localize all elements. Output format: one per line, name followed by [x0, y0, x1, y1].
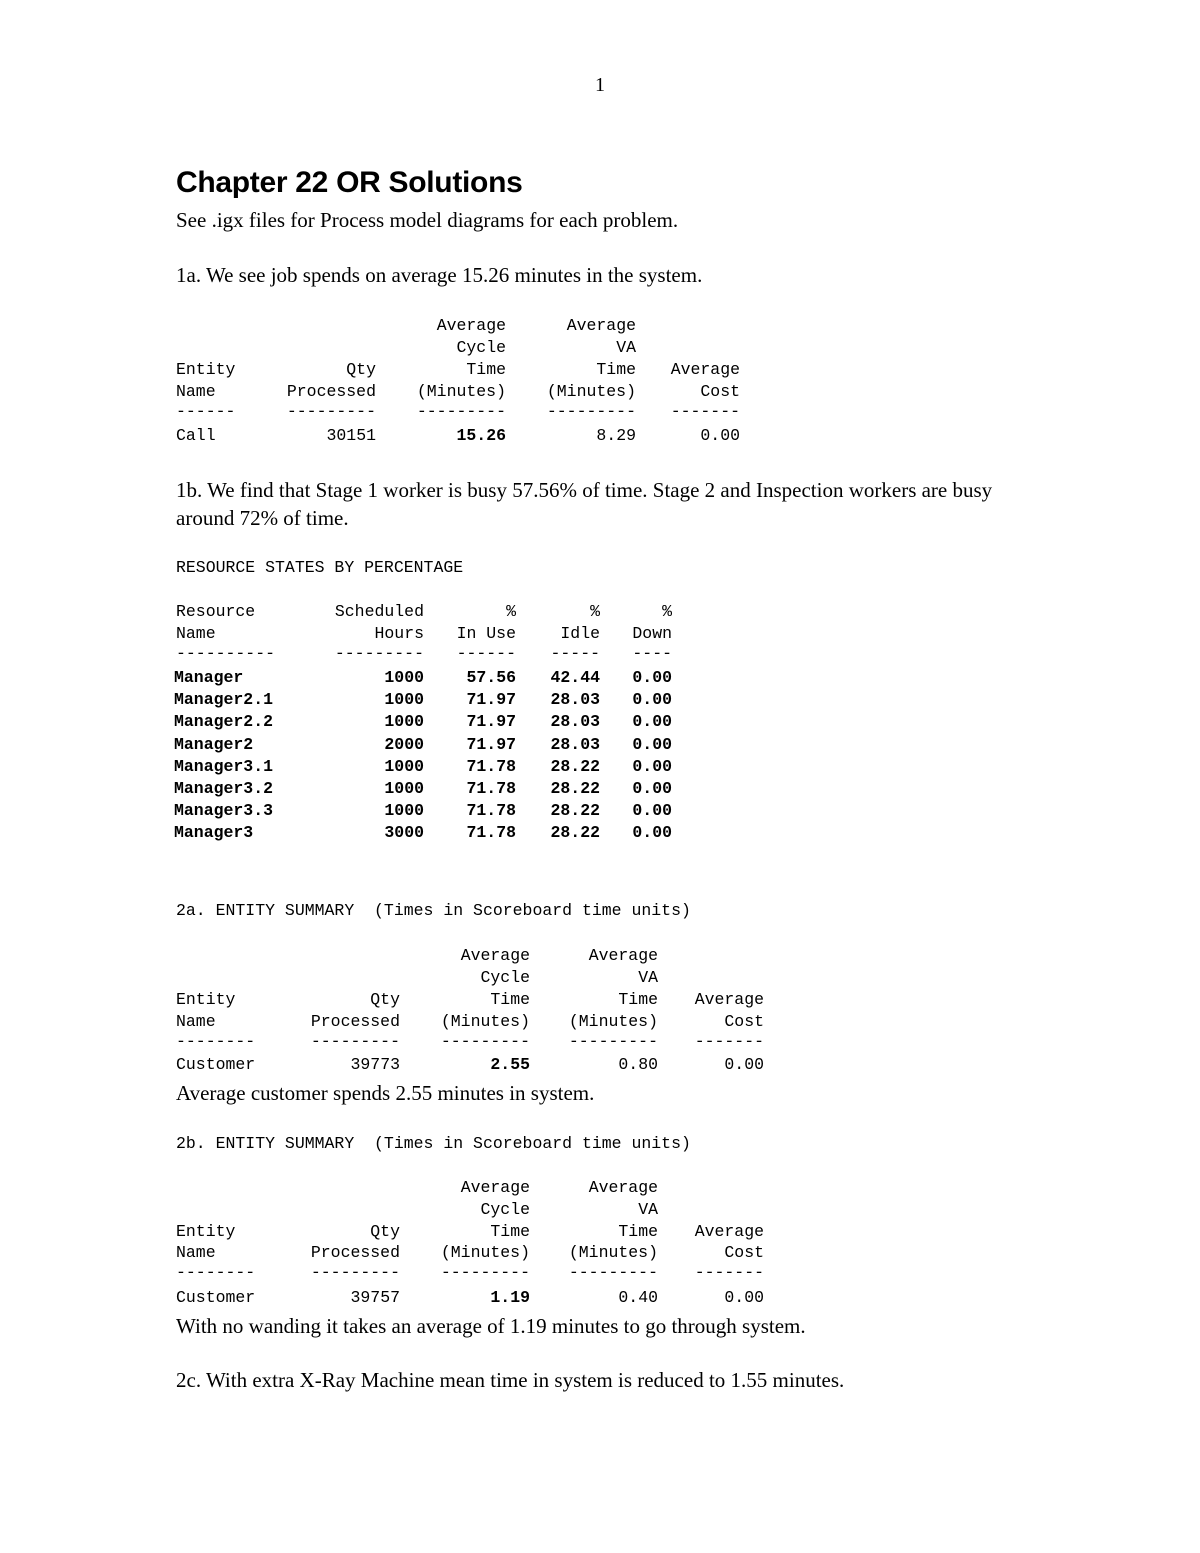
scheduled-hours: 1000	[384, 801, 424, 821]
header-cell: Entity	[176, 1222, 236, 1241]
dash-cell: -------	[670, 402, 740, 421]
pct-in-use: 57.56	[466, 668, 516, 687]
header-cell: In Use	[456, 624, 516, 643]
header-cell: Hours	[374, 624, 424, 643]
header-cell: Processed	[310, 1243, 400, 1262]
header-cell: Qty	[370, 1222, 400, 1241]
avg-cycle-time: 15.26	[456, 426, 506, 445]
pct-down: 0.00	[632, 779, 672, 798]
pct-in-use: 71.78	[466, 823, 516, 843]
dash-cell: --------	[176, 1263, 256, 1282]
header-cell: (Minutes)	[568, 1243, 658, 1262]
avg-va-time: 8.29	[596, 426, 636, 445]
pct-in-use: 71.97	[466, 734, 516, 754]
pct-in-use: 71.97	[466, 690, 516, 710]
pct-idle: 28.22	[550, 779, 600, 798]
header-cell: Name	[176, 624, 216, 643]
header-cell: Name	[176, 382, 216, 401]
pct-down: 0.00	[632, 690, 672, 710]
header-cell: Entity	[176, 360, 236, 379]
pct-down: 0.00	[632, 756, 672, 776]
pct-idle: 28.22	[550, 801, 600, 821]
avg-cost: 0.00	[724, 1055, 764, 1074]
section-2b-title: 2b. ENTITY SUMMARY (Times in Scoreboard time units)	[176, 1134, 691, 1153]
page-number: 1	[595, 74, 605, 96]
resource-name: Manager3.1	[174, 756, 274, 776]
header-cell: Average	[694, 1222, 764, 1241]
pct-idle: 28.22	[550, 756, 600, 776]
dash-cell: ----------	[176, 644, 276, 663]
pct-down: 0.00	[632, 801, 672, 821]
header-cell: Average	[588, 946, 658, 965]
avg-cycle-time: 1.19	[490, 1288, 530, 1307]
header-cell: (Minutes)	[568, 1012, 658, 1031]
pct-idle: 28.22	[550, 823, 600, 843]
header-cell: Time	[596, 360, 636, 379]
avg-va-time: 0.80	[618, 1055, 658, 1074]
dash-cell: ---------	[416, 402, 506, 421]
header-cell: Qty	[370, 990, 400, 1009]
dash-cell: --------	[176, 1032, 256, 1051]
header-cell: (Minutes)	[440, 1243, 530, 1262]
pct-down: 0.00	[632, 712, 672, 732]
dash-cell: ---------	[546, 402, 636, 421]
dash-cell: ---------	[334, 644, 424, 663]
dash-cell: ------	[456, 644, 516, 663]
section-2a-title: 2a. ENTITY SUMMARY (Times in Scoreboard time units)	[176, 901, 691, 920]
header-cell: Average	[670, 360, 740, 379]
answer-2c: 2c. With extra X-Ray Machine mean time in system is reduced to 1.55 minutes.	[176, 1368, 845, 1392]
scheduled-hours: 3000	[384, 823, 424, 843]
header-cell: (Minutes)	[416, 382, 506, 401]
pct-in-use: 71.97	[466, 712, 516, 732]
scheduled-hours: 1000	[384, 668, 424, 687]
avg-cost: 0.00	[700, 426, 740, 445]
header-cell: Cycle	[456, 338, 506, 357]
avg-cost: 0.00	[724, 1288, 764, 1307]
dash-cell: ---------	[440, 1263, 530, 1282]
header-cell: VA	[638, 1200, 658, 1219]
pct-down: 0.00	[632, 734, 672, 754]
scheduled-hours: 1000	[384, 712, 424, 732]
pct-in-use: 71.78	[466, 756, 516, 776]
header-cell: Resource	[176, 602, 256, 621]
header-cell: Time	[490, 1222, 530, 1241]
header-cell: %	[506, 602, 516, 621]
header-cell: Average	[436, 316, 506, 335]
header-cell: Processed	[310, 1012, 400, 1031]
scheduled-hours: 1000	[384, 779, 424, 798]
header-cell: Time	[466, 360, 506, 379]
avg-cycle-time: 2.55	[490, 1055, 530, 1074]
dash-cell: -----	[550, 644, 600, 663]
header-cell: Time	[618, 1222, 658, 1241]
header-cell: Qty	[346, 360, 376, 379]
header-cell: Idle	[560, 624, 600, 643]
answer-2a: Average customer spends 2.55 minutes in system.	[176, 1081, 595, 1105]
scheduled-hours: 2000	[384, 734, 424, 754]
page-title: Chapter 22 OR Solutions	[176, 166, 523, 199]
pct-in-use: 71.78	[466, 801, 516, 821]
header-cell: (Minutes)	[546, 382, 636, 401]
header-cell: Processed	[286, 382, 376, 401]
header-cell: Cycle	[480, 1200, 530, 1219]
dash-cell: ---------	[568, 1032, 658, 1051]
header-cell: %	[662, 602, 672, 621]
resource-name: Manager2.2	[174, 712, 274, 732]
pct-idle: 28.03	[550, 690, 600, 710]
intro-paragraph: See .igx files for Process model diagrams for each problem.	[176, 208, 679, 232]
pct-down: 0.00	[632, 823, 672, 843]
pct-idle: 28.03	[550, 712, 600, 732]
resource-name: Manager3	[174, 823, 254, 843]
pct-in-use: 71.78	[466, 779, 516, 798]
header-cell: Average	[588, 1178, 658, 1197]
scheduled-hours: 1000	[384, 690, 424, 710]
header-cell: Cost	[724, 1243, 764, 1262]
dash-cell: ---------	[310, 1032, 400, 1051]
pct-down: 0.00	[632, 668, 672, 687]
header-cell: %	[590, 602, 600, 621]
qty-processed: 39757	[350, 1288, 400, 1307]
qty-processed: 39773	[350, 1055, 400, 1074]
header-cell: Name	[176, 1243, 216, 1262]
header-cell: Average	[460, 946, 530, 965]
dash-cell: ---------	[568, 1263, 658, 1282]
header-cell: Cost	[724, 1012, 764, 1031]
header-cell: Down	[632, 624, 672, 643]
header-cell: Average	[566, 316, 636, 335]
entity-name: Customer	[176, 1055, 256, 1074]
dash-cell: ----	[632, 644, 672, 663]
dash-cell: ---------	[440, 1032, 530, 1051]
entity-name: Customer	[176, 1288, 256, 1307]
dash-cell: ---------	[310, 1263, 400, 1282]
header-cell: Time	[618, 990, 658, 1009]
header-cell: (Minutes)	[440, 1012, 530, 1031]
pct-idle: 42.44	[550, 668, 600, 687]
resource-name: Manager	[174, 668, 244, 687]
scheduled-hours: 1000	[384, 756, 424, 776]
header-cell: VA	[616, 338, 636, 357]
header-cell: Entity	[176, 990, 236, 1009]
entity-name: Call	[176, 426, 216, 445]
header-cell: VA	[638, 968, 658, 987]
dash-cell: ---------	[286, 402, 376, 421]
header-cell: Scheduled	[334, 602, 424, 621]
dash-cell: -------	[694, 1263, 764, 1282]
header-cell: Cycle	[480, 968, 530, 987]
dash-cell: ------	[176, 402, 236, 421]
resource-states-title: RESOURCE STATES BY PERCENTAGE	[176, 558, 464, 577]
answer-1b: 1b. We find that Stage 1 worker is busy 57.56% of time. Stage 2 and Inspection workers are busy around 72% of time.	[176, 478, 993, 530]
header-cell: Average	[694, 990, 764, 1009]
answer-1a: 1a. We see job spends on average 15.26 minutes in the system.	[176, 263, 703, 287]
resource-name: Manager3.2	[174, 779, 274, 798]
header-cell: Average	[460, 1178, 530, 1197]
avg-va-time: 0.40	[618, 1288, 658, 1307]
resource-name: Manager3.3	[174, 801, 274, 821]
qty-processed: 30151	[326, 426, 376, 445]
header-cell: Time	[490, 990, 530, 1009]
header-cell: Cost	[700, 382, 740, 401]
answer-2b: With no wanding it takes an average of 1.19 minutes to go through system.	[176, 1314, 806, 1338]
dash-cell: -------	[694, 1032, 764, 1051]
pct-idle: 28.03	[550, 734, 600, 754]
resource-name: Manager2	[174, 734, 254, 754]
resource-name: Manager2.1	[174, 690, 274, 710]
header-cell: Name	[176, 1012, 216, 1031]
